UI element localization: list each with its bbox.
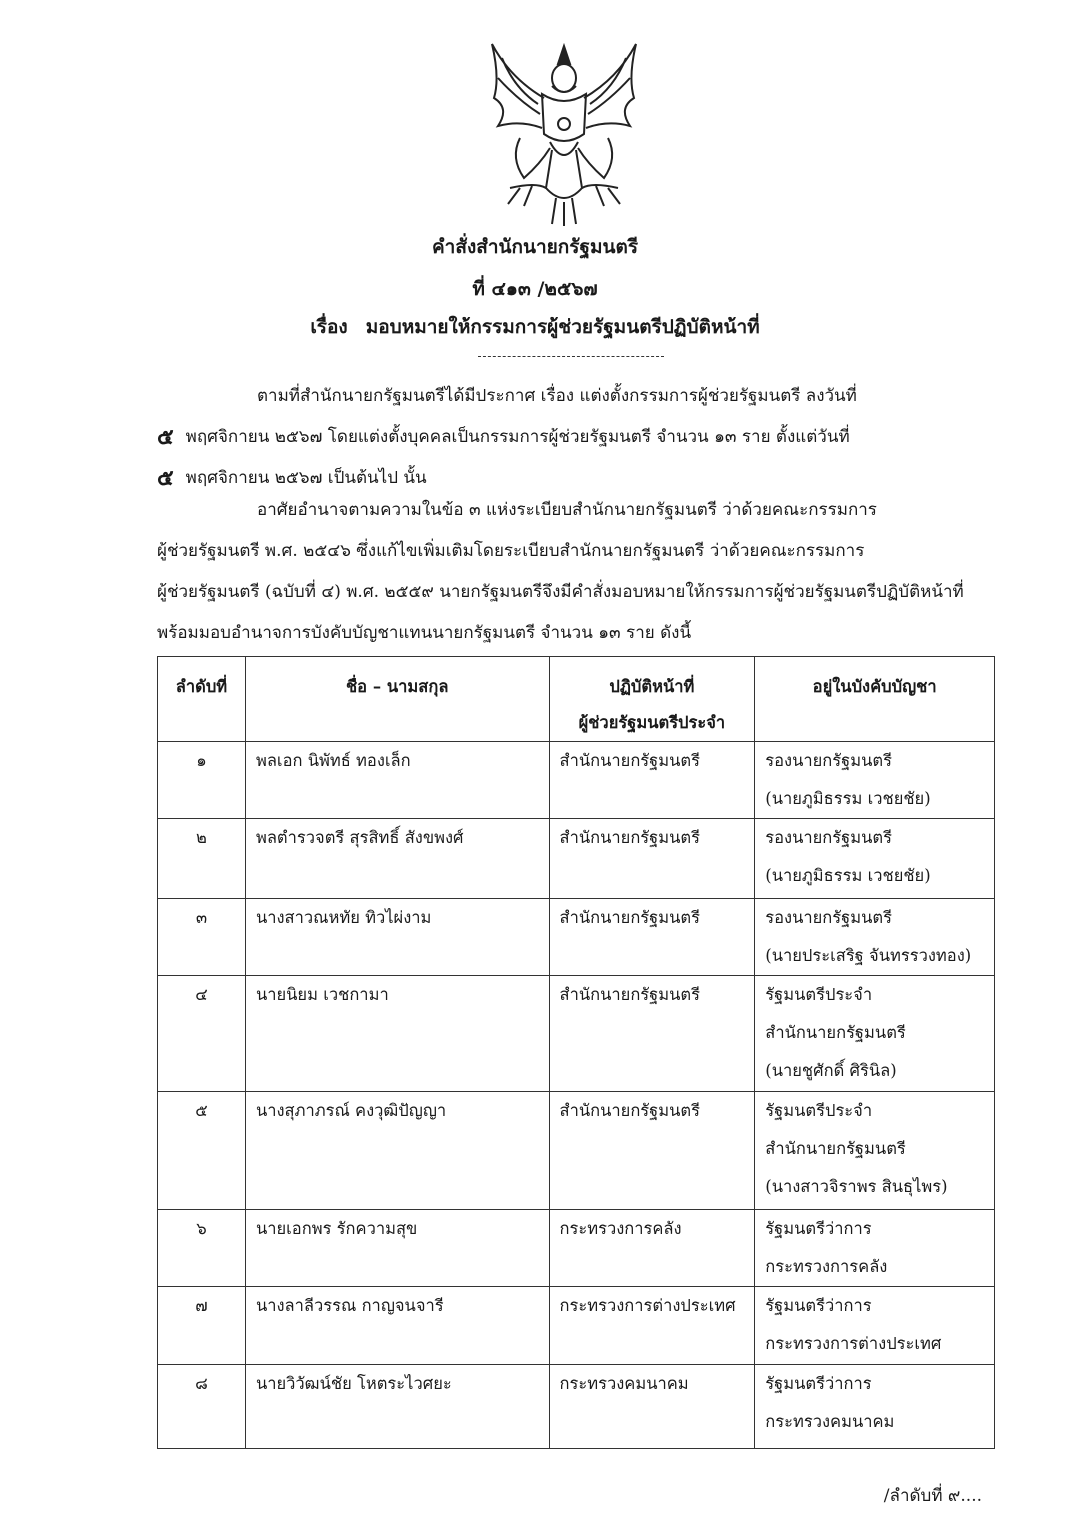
- row-name: พลเอก นิพัทธ์ ทองเล็ก: [245, 742, 549, 819]
- row-duty: สำนักนายกรัฐมนตรี: [549, 1092, 755, 1210]
- row-duty: สำนักนายกรัฐมนตรี: [549, 899, 755, 976]
- header-order: ลำดับที่: [158, 657, 246, 742]
- table-row: [158, 899, 995, 976]
- garuda-emblem: [480, 38, 648, 226]
- header-superior: อยู่ในบังคับบัญชา: [755, 657, 995, 742]
- paragraph-line: ๕ พฤศจิกายน ๒๕๖๗ เป็นต้นไป นั้น: [157, 458, 987, 499]
- row-superior: [755, 742, 995, 819]
- superior-line: (นายชูศักดิ์ ศิรินิล): [765, 1061, 897, 1080]
- day-number: ๕: [157, 424, 174, 450]
- superior-line: รัฐมนตรีว่าการ: [765, 1374, 872, 1393]
- row-name: นางสาวณหทัย ทิวไผ่งาม: [245, 899, 549, 976]
- row-duty: กระทรวงการต่างประเทศ: [549, 1287, 755, 1365]
- row-superior: [755, 1365, 995, 1449]
- row-order: ๓: [158, 899, 246, 976]
- subject-label: เรื่อง: [310, 316, 348, 338]
- assignment-table: [157, 656, 995, 1449]
- superior-line: กระทรวงการต่างประเทศ: [765, 1334, 942, 1353]
- table-row: [158, 1287, 995, 1365]
- paragraph-announcement: [157, 376, 987, 499]
- row-duty: กระทรวงคมนาคม: [549, 1365, 755, 1449]
- header-divider: [478, 356, 664, 357]
- row-superior: [755, 819, 995, 899]
- paragraph-line: ๕ พฤศจิกายน ๒๕๖๗ โดยแต่งตั้งบุคคลเป็นกรรมการผู้ช่วยรัฐมนตรี จำนวน ๑๓ ราย ตั้งแต่วันที่: [157, 417, 987, 458]
- row-duty: สำนักนายกรัฐมนตรี: [549, 819, 755, 899]
- table-row: [158, 819, 995, 899]
- paragraph-authority: [157, 490, 987, 654]
- row-order: ๑: [158, 742, 246, 819]
- row-duty: สำนักนายกรัฐมนตรี: [549, 976, 755, 1092]
- superior-line: รัฐมนตรีว่าการ: [765, 1296, 872, 1315]
- row-superior: [755, 976, 995, 1092]
- superior-line: รองนายกรัฐมนตรี: [765, 828, 892, 847]
- table-row: [158, 1092, 995, 1210]
- superior-line: (นายภูมิธรรม เวชยชัย): [765, 789, 931, 808]
- row-name: นายนิยม เวชกามา: [245, 976, 549, 1092]
- superior-line: รัฐมนตรีประจำ: [765, 1101, 873, 1120]
- row-name: นายวิวัฒน์ชัย โหตระไวศยะ: [245, 1365, 549, 1449]
- row-name: นายเอกพร รักความสุข: [245, 1210, 549, 1287]
- row-order: ๖: [158, 1210, 246, 1287]
- order-title: คำสั่งสำนักนายกรัฐมนตรี: [431, 236, 639, 258]
- row-duty: กระทรวงการคลัง: [549, 1210, 755, 1287]
- row-order: ๕: [158, 1092, 246, 1210]
- row-superior: [755, 1210, 995, 1287]
- table-row: [158, 1365, 995, 1449]
- subject-text: มอบหมายให้กรรมการผู้ช่วยรัฐมนตรีปฏิบัติหน้าที่: [365, 316, 760, 338]
- row-name: นางสุภาภรณ์ คงวุฒิปัญญา: [245, 1092, 549, 1210]
- order-number: ที่ ๔๑๓ /๒๕๖๗: [472, 278, 598, 300]
- paragraph-line: อาศัยอำนาจตามความในข้อ ๓ แห่งระเบียบสำนักนายกรัฐมนตรี ว่าด้วยคณะกรรมการ: [257, 500, 877, 520]
- superior-line: รองนายกรัฐมนตรี: [765, 908, 892, 927]
- paragraph-line: ผู้ช่วยรัฐมนตรี (ฉบับที่ ๔) พ.ศ. ๒๕๕๙ นายกรัฐมนตรีจึงมีคำสั่งมอบหมายให้กรรมการผู้ช่วยรัฐมนตรีปฏิบัติหน้าที่: [157, 582, 964, 602]
- table-row: [158, 1210, 995, 1287]
- header-duty: ปฏิบัติหน้าที่ ผู้ช่วยรัฐมนตรีประจำ: [549, 657, 755, 742]
- paragraph-line: พร้อมมอบอำนาจการบังคับบัญชาแทนนายกรัฐมนตรี จำนวน ๑๓ ราย ดังนี้: [157, 623, 692, 643]
- next-page-reference: /ลำดับที่ ๙....: [883, 1486, 982, 1506]
- header-name: ชื่อ – นามสกุล: [245, 657, 549, 742]
- superior-line: รองนายกรัฐมนตรี: [765, 751, 892, 770]
- row-duty: สำนักนายกรัฐมนตรี: [549, 742, 755, 819]
- row-name: พลตำรวจตรี สุรสิทธิ์ สังขพงศ์: [245, 819, 549, 899]
- superior-line: (นายประเสริฐ จันทรรวงทอง): [765, 946, 972, 965]
- row-order: ๘: [158, 1365, 246, 1449]
- row-order: ๔: [158, 976, 246, 1092]
- order-subject-line: [0, 312, 1070, 342]
- paragraph-line: ผู้ช่วยรัฐมนตรี พ.ศ. ๒๕๔๖ ซึ่งแก้ไขเพิ่มเติมโดยระเบียบสำนักนายกรัฐมนตรี ว่าด้วยคณะกรรมการ: [157, 541, 865, 561]
- superior-line: กระทรวงคมนาคม: [765, 1412, 895, 1431]
- row-superior: [755, 1092, 995, 1210]
- superior-line: สำนักนายกรัฐมนตรี: [765, 1023, 906, 1042]
- superior-line: กระทรวงการคลัง: [765, 1257, 888, 1276]
- table-row: [158, 976, 995, 1092]
- superior-line: รัฐมนตรีว่าการ: [765, 1219, 872, 1238]
- day-number: ๕: [157, 465, 174, 491]
- superior-line: รัฐมนตรีประจำ: [765, 985, 873, 1004]
- superior-line: (นายภูมิธรรม เวชยชัย): [765, 866, 931, 885]
- row-order: ๒: [158, 819, 246, 899]
- row-order: ๗: [158, 1287, 246, 1365]
- superior-line: (นางสาวจิราพร สินธุไพร): [765, 1177, 948, 1196]
- row-superior: [755, 1287, 995, 1365]
- table-row: [158, 742, 995, 819]
- superior-line: สำนักนายกรัฐมนตรี: [765, 1139, 906, 1158]
- paragraph-line: ตามที่สำนักนายกรัฐมนตรีได้มีประกาศ เรื่อง แต่งตั้งกรรมการผู้ช่วยรัฐมนตรี ลงวันที่: [257, 386, 857, 406]
- row-name: นางลาลีวรรณ กาญจนจารี: [245, 1287, 549, 1365]
- row-superior: [755, 899, 995, 976]
- table-header-row: [158, 657, 995, 742]
